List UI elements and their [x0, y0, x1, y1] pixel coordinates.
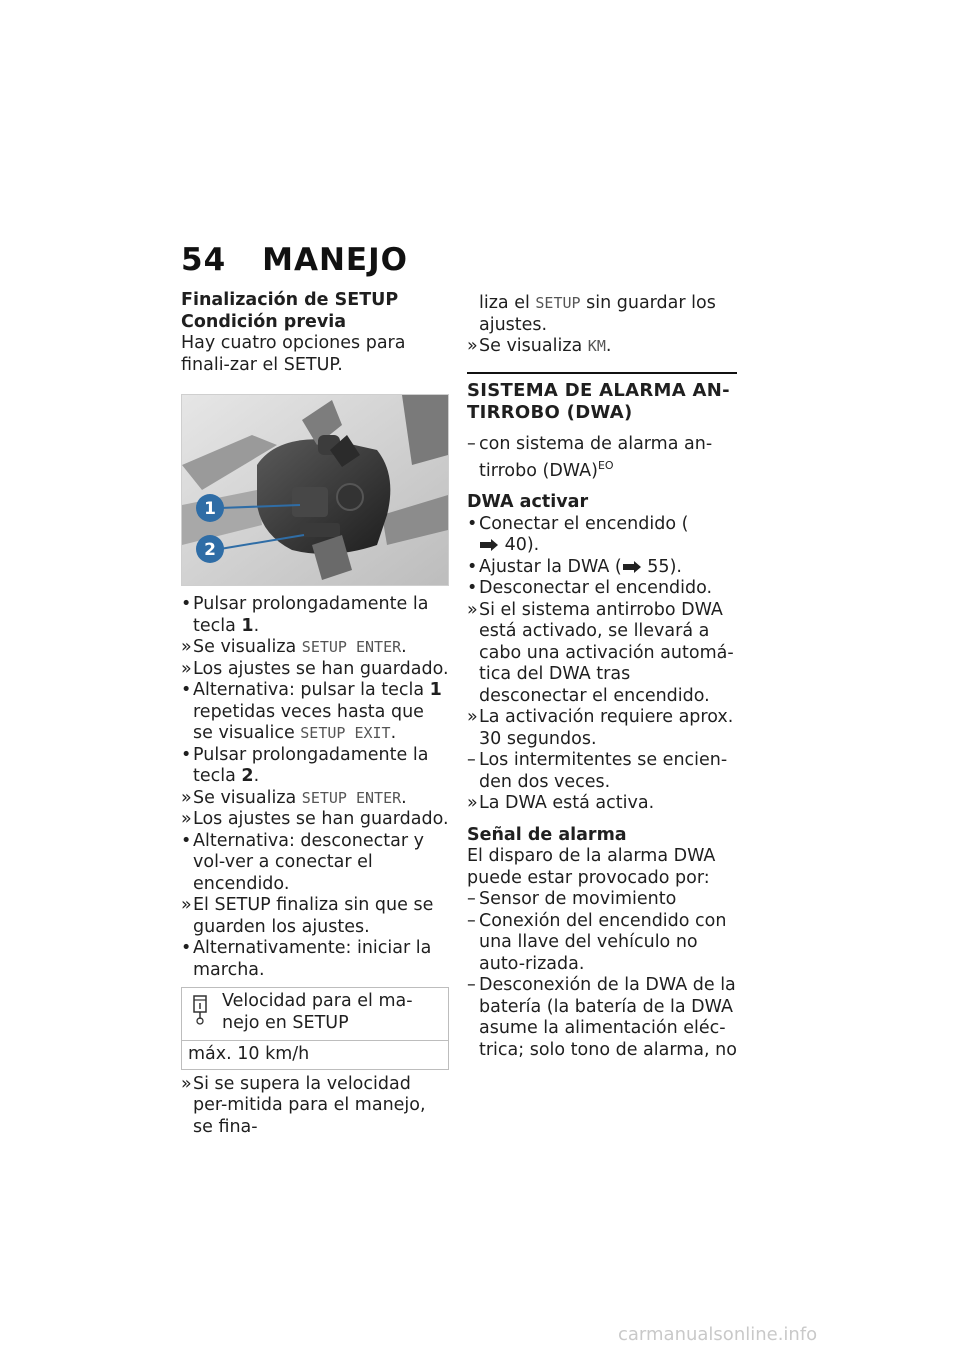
spec-value: máx. 10 km/h — [188, 1044, 310, 1064]
list-item: » El SETUP finaliza sin que se guarden los ajustes. — [181, 895, 434, 937]
precondition-heading: Condición previa — [181, 311, 347, 332]
list-item: • Conectar el encendido ( 40). — [467, 513, 689, 556]
alarm-intro: El disparo de la alarma DWA puede estar provocado por: — [467, 846, 716, 888]
left-column — [181, 290, 449, 1138]
list-item: • Ajustar la DWA ( 55). — [467, 556, 682, 577]
section-title: SISTEMA DE ALARMA AN-TIRROBO (DWA) — [467, 372, 737, 424]
list-item: – Sensor de movimiento — [467, 889, 677, 910]
list-item: » Se visualiza KM. — [467, 336, 612, 356]
handlebar-switch-photo — [181, 394, 449, 586]
callout-1: 1 — [204, 499, 216, 519]
list-item: – Los intermitentes se encien-den dos veces. — [467, 750, 728, 792]
list-item: – Desconexión de la DWA de la batería (la batería de la DWA asume la alimentación eléc-trica; solo tono de alarma, no — [467, 975, 737, 1060]
handlebar-switch-illustration — [182, 395, 448, 585]
speed-limit-icon — [190, 991, 222, 1034]
list-item: » Los ajustes se han guardado. — [181, 809, 449, 829]
spec-label: Velocidad para el ma-nejo en SETUP — [222, 991, 413, 1033]
right-column — [467, 293, 737, 1061]
page-ref-link[interactable]: 40 — [479, 535, 527, 555]
callout-2: 2 — [204, 540, 216, 560]
spec-table — [181, 987, 449, 1070]
list-item: • Pulsar prolongadamente la tecla 1. — [181, 594, 429, 636]
equipment-note: – con sistema de alarma an-tirrobo (DWA)$^{EO}$ — [467, 433, 713, 481]
section-heading: Finalización de SETUP — [181, 290, 399, 310]
chapter-title: MANEJO — [262, 242, 408, 278]
list-item: » Si se supera la velocidad per-mitida para el manejo, se fina- — [181, 1073, 426, 1137]
arrow-right-icon — [479, 539, 499, 551]
page-header — [181, 242, 408, 278]
page-number: 54 — [181, 242, 227, 278]
list-item: » La DWA está activa. — [467, 793, 655, 814]
dwa-activate-heading: DWA activar — [467, 492, 589, 513]
watermark[interactable]: carmanualsonline.info — [618, 1324, 818, 1345]
list-item: » La activación requiere aprox. 30 segundos. — [467, 707, 734, 749]
list-item: – Conexión del encendido con una llave del vehículo no auto-rizada. — [467, 910, 727, 974]
list-item: • Pulsar prolongadamente la tecla 2. — [181, 744, 429, 786]
list-item: • Alternativamente: iniciar la marcha. — [181, 938, 432, 980]
list-item: • Alternativa: pulsar la tecla 1 repetidas veces hasta que se visualice SETUP EXIT. — [181, 680, 442, 743]
continued-text: liza el SETUP sin guardar los ajustes. — [479, 293, 716, 335]
alarm-signal-heading: Señal de alarma — [467, 824, 627, 845]
list-item: • Alternativa: desconectar y vol-ver a conectar el encendido. — [181, 830, 424, 894]
list-item: » Se visualiza SETUP ENTER. — [181, 787, 407, 808]
list-item: » Se visualiza SETUP ENTER. — [181, 637, 407, 657]
list-item: • Desconectar el encendido. — [467, 578, 713, 599]
page-ref-link[interactable]: 55 — [622, 557, 670, 577]
intro-text: Hay cuatro opciones para finali-zar el SETUP. — [181, 333, 406, 375]
list-item: » Los ajustes se han guardado. — [181, 658, 449, 679]
list-item: » Si el sistema antirrobo DWA está activado, se llevará a cabo una activación automá-tica del DWA tras desconectar el encendido. — [467, 599, 734, 706]
arrow-right-icon — [622, 561, 642, 573]
